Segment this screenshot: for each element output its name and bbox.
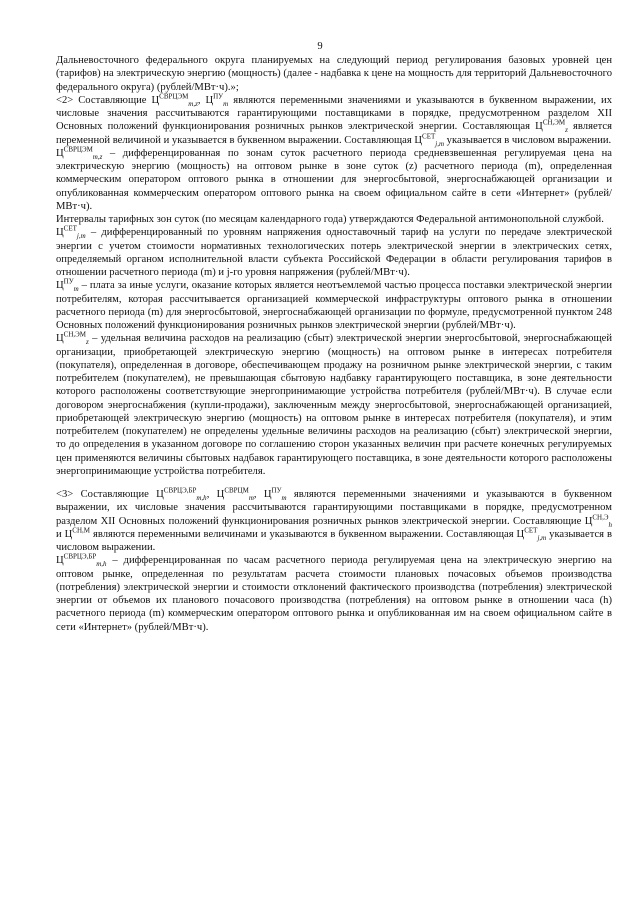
page-number: 9: [317, 41, 323, 52]
document-body: [56, 54, 612, 634]
paragraph-gap: [56, 478, 612, 488]
paragraph: <3> Составляющие $Ц^{СВРЦЭ,БР}_{m,h}$, $Ц^{СВРЦМ}_m$, $Ц^{ПУ}_m$ являются переменными значениями и указываются в буквенном выражении, их числовые значения рассчитываются гарантирующими поставщиками в порядке, предусмотренном разделом XII Основных положений функционирования розничных рынков электрической энергии. Составляющие $Ц^{СН,Э}_h$ и $Ц^{СН,М}$ являются переменными величинами и указываются в буквенном выражении. Составляющая $Ц^{СЕТ}_{j,m}$ указывается в числовом выражении.: [56, 486, 613, 553]
paragraph: $Ц^{СН,ЭМ}_z$ – удельная величина расходов на реализацию (сбыт) электрической энергии энергосбытовой, энергоснабжающей организации, приобретающей электрическую энергию (мощность) на оптовом рынке в интересах потребителя (покупателя), определенная в договоре, обеспечивающем продажу на розничном рынке электрической энергии, с таким потребителем (покупателем), не превышающая сбытовую надбавку гарантирующего поставщика, в зоне деятельности которого расположены соответствующие энергопринимающие устройства потребителя (рублей/МВт·ч). В случае если договором энергоснабжения (купли-продажи), заключенным между энергосбытовой, энергоснабжающей организацией, приобретающей электрическую энергию (мощность) на оптовом рынке в интересах потребителя (покупателя), и этим потребителем (покупателем) не определены удельные величины расходов на реализацию (сбыт) электрической энергии, то до определения в указанном договоре по соглашению сторон указанных величин при расчете конечных регулируемых цен применяются величины сбытовых надбавок гарантирующего поставщика, в зоне деятельности которого расположены энергопринимающие устройства потребителя.: [56, 330, 612, 477]
paragraph: $Ц^{ПУ}_m$ – плата за иные услуги, оказание которых является неотъемлемой частью процесса поставки электрической энергии потребителям, которая рассчитывается организацией коммерческой инфраструктуры оптового рынка в отношении расчетного периода (m) для энергосбытовой, энергоснабжающей организации по формуле, предусмотренной пунктом 248 Основных положений функционирования розничных рынков электрической энергии (рублей/МВт·ч).: [56, 277, 612, 331]
paragraph: Дальневосточного федерального округа планируемых на следующий период регулирования базовых уровней цен (тарифов) на электрическую энергию (мощность) (далее - надбавка к цене на мощность для территорий Дальневосточного федерального округа) (рублей/МВт·ч).»;: [56, 55, 612, 93]
paragraph: $Ц^{СЕТ}_{j,m}$ – дифференцированный по уровням напряжения одноставочный тариф на услуги по передаче электрической энергии с учетом стоимости нормативных технологических потерь электрической энергии в электрических сетях, определяемый органом исполнительной власти субъекта Российской Федерации в области регулирования тарифов в отношении расчетного периода (m) и j-го уровня напряжения (рублей/МВт·ч).: [56, 224, 612, 278]
paragraph: Интервалы тарифных зон суток (по месяцам календарного года) утверждаются Федеральной антимонопольной службой.: [56, 214, 604, 225]
paragraph: $Ц^{СВРЦЭМ}_{m,z}$ – дифференцированная по зонам суток расчетного периода средневзвешенная регулируемая цена на электрическую энергию (мощность) на оптовом рынке в зоне суток (z) расчетного периода (m), определенная коммерческим оператором оптового рынка в отношении для энергосбытовой, энергоснабжающей организации и опубликованная коммерческим оператором оптового рынка на своем официальном сайте в сети «Интернет» (рублей/МВт·ч).: [56, 145, 612, 212]
paragraph: $Ц^{СВРЦЭ,БР}_{m,h}$ – дифференцированная по часам расчетного периода регулируемая цена на электрическую энергию на оптовом рынке, определенная по результатам расчета стоимости плановых почасовых объемов производства (потребления) электрической энергии и стоимости отклонений фактического производства (потребления) электрической энергии от объемов их планового почасового производства (потребления) на оптовом рынке в отношении часа (h) расчетного периода (m) коммерческим оператором оптового рынка и опубликованная им на своем официальном сайте в сети «Интернет» (рублей/МВт·ч).: [56, 552, 612, 633]
paragraph: <2> Составляющие $Ц^{СВРЦЭМ}_{m,z}$, $Ц^{ПУ}_m$ являются переменными значениями и указываются в буквенном выражении, их числовые значения рассчитываются гарантирующими поставщиками в порядке, предусмотренном разделом XII Основных положений функционирования розничных рынков электрической энергии. Составляющая $Ц^{СН,ЭМ}_z$ является переменной величиной и указывается в буквенном выражении. Составляющая $Ц^{СЕТ}_{j,m}$ указывается в числовом выражении.: [56, 92, 612, 148]
